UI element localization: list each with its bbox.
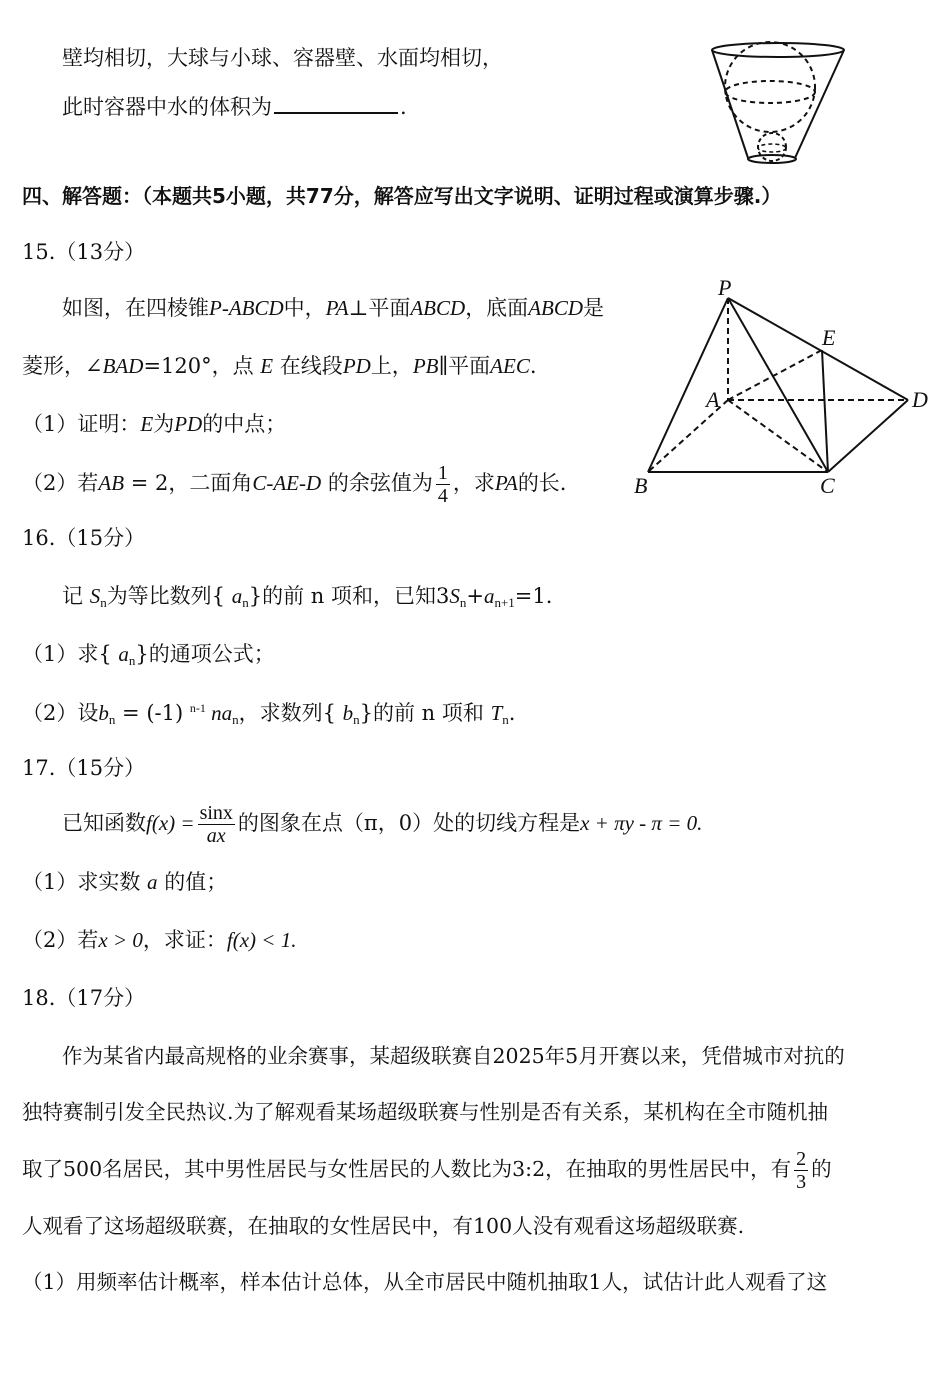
vertex-label-d: D <box>912 387 928 412</box>
cone-with-spheres-figure <box>690 38 870 173</box>
vertex-label-b: B <box>634 473 648 498</box>
fraction-sinx-over-ax: $\frac{\sin x}{ax}$ <box>199 802 233 847</box>
q16-part1: （1）求{ $a_n$}的通项公式； <box>22 642 275 668</box>
q16-part2: （2）设$b_n = (-1)$ $^{n-1}$ $na_n$，求数列{ $b_n$}的前 n 项和 $T_n$. <box>22 701 516 727</box>
fraction-one-quarter: $\frac{1}{4}$ <box>437 462 448 507</box>
q15-part1: （1）证明：E为PD的中点； <box>22 412 287 436</box>
vertex-label-a: A <box>706 387 720 412</box>
q17-part1: （1）求实数 a 的值； <box>22 870 228 894</box>
vertex-label-e: E <box>822 325 836 350</box>
q17-number: 17.（15分） <box>22 756 146 780</box>
q14-text-line1: 壁均相切，大球与小球、容器壁、水面均相切， <box>62 46 503 70</box>
q15-part2: （2）若AB = 2，二面角C-AE-D 的余弦值为 $\frac{1}{4}$ ，求PA的长. <box>22 462 567 507</box>
fraction-two-thirds: $\frac{2}{3}$ <box>796 1148 807 1193</box>
q18-para-line1: 作为某省内最高规格的业余赛事，某超级联赛自2025年5月开赛以来，凭借城市对抗的 <box>62 1044 845 1068</box>
q18-para-line3: 取了500名居民，其中男性居民与女性居民的人数比为3:2，在抽取的男性居民中，有 $\frac{2}{3}$ 的 <box>22 1148 832 1193</box>
q18-para-line4: 人观看了这场超级联赛，在抽取的女性居民中，有100人没有观看这场超级联赛. <box>22 1214 745 1238</box>
q17-stem: 已知函数f(x) = $\frac{\sin x}{ax}$ 的图象在点（π，0）处的切线方程是x + πy - π = 0. <box>62 802 703 847</box>
q18-part1: （1）用频率估计概率，样本估计总体，从全市居民中随机抽取1人，试估计此人观看了这 <box>22 1270 828 1294</box>
q15-stem-line2: 菱形，∠BAD=120°，点 E 在线段PD上，PB∥平面AEC. <box>22 354 537 378</box>
answer-blank[interactable] <box>274 94 398 114</box>
pyramid-p-abcd-figure <box>630 275 940 500</box>
q16-number: 16.（15分） <box>22 526 146 550</box>
vertex-label-p: P <box>718 275 732 300</box>
q15-stem-line1: 如图，在四棱锥P-ABCD中，PA⊥平面ABCD，底面ABCD是 <box>62 296 605 320</box>
q14-text-line2: 此时容器中水的体积为 . <box>62 95 407 119</box>
vertex-label-c: C <box>820 473 835 498</box>
q18-number: 18.（17分） <box>22 986 146 1010</box>
q14-prompt: 此时容器中水的体积为 <box>62 95 272 119</box>
q16-stem: 记 $S_n$为等比数列{ $a_n$}的前 n 项和，已知$3S_n+a_{n+1}=1$. <box>62 584 553 610</box>
q15-number: 15.（13分） <box>22 240 146 264</box>
q18-para-line2: 独特赛制引发全民热议.为了解观看某场超级联赛与性别是否有关系，某机构在全市随机抽 <box>22 1100 829 1124</box>
section-heading: 四、解答题：（本题共5小题，共77分，解答应写出文字说明、证明过程或演算步骤.） <box>22 184 782 208</box>
q17-part2: （2）若x > 0，求证：f(x) < 1. <box>22 928 297 952</box>
